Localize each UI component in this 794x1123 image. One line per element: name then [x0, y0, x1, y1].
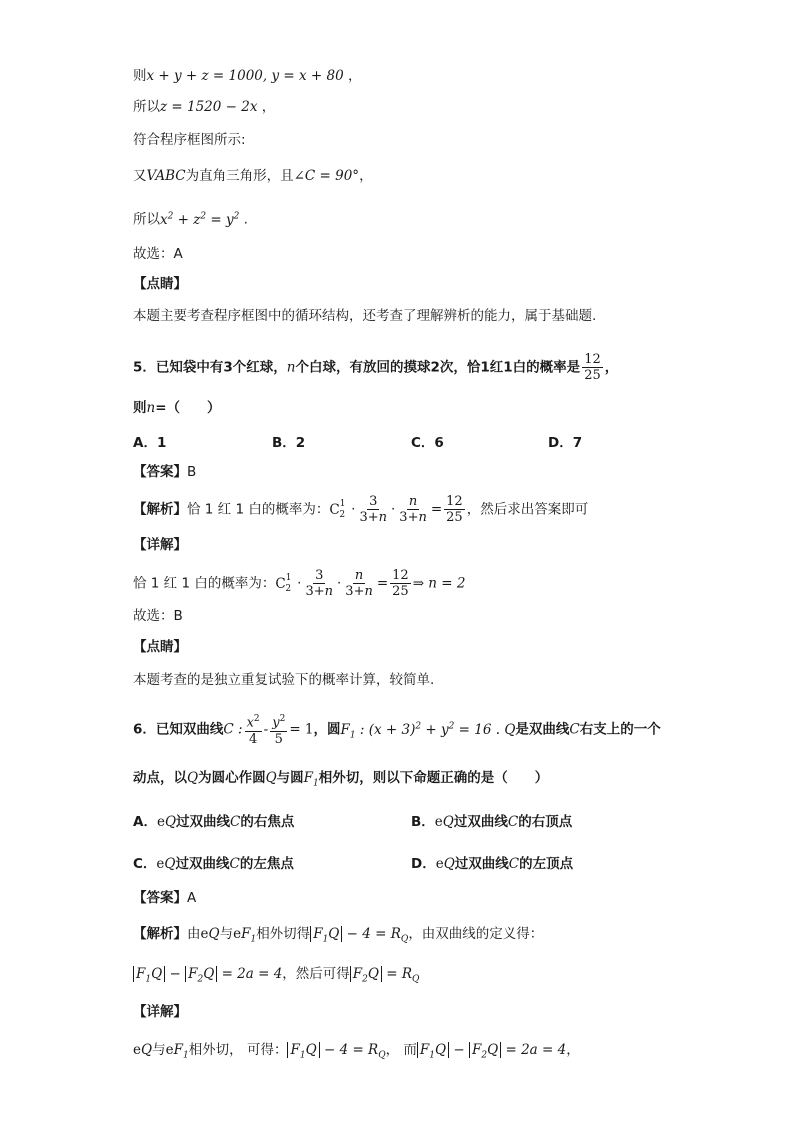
equation-line-1 — [133, 66, 361, 86]
text: 恰 1 红 1 白的概率为： — [133, 575, 276, 592]
text: 5．已知袋中有3个红球， — [133, 359, 287, 376]
q6-answer — [133, 888, 196, 908]
equation-line-2 — [133, 97, 275, 117]
answer-tag: 【答案】 — [133, 890, 187, 906]
math-expression: $F_2Q = R_Q$ — [350, 966, 420, 982]
combination-c21: $C^1_2$ — [329, 499, 346, 521]
math-expression: $F_1Q - 4 = R_Q$ — [287, 1042, 385, 1058]
text: 又 — [133, 168, 147, 184]
text: =（ ） — [155, 400, 221, 416]
q6-option-d[interactable]: D．eQ过双曲线C的左顶点 — [411, 856, 574, 872]
text: 所以 — [133, 211, 160, 228]
fraction: $\frac{12}{25}$ — [392, 568, 409, 599]
text: ，然后求出答案即可 — [466, 501, 589, 518]
q6-detail-tag: 【详解】 — [133, 1004, 187, 1020]
text-line-5 — [133, 206, 248, 230]
hyperbola-equation: C : — [223, 721, 243, 738]
text: 为圆心作圆 — [198, 770, 266, 786]
text: 6．已知双曲线 — [133, 721, 224, 738]
text: 相外切， 可得： — [188, 1042, 288, 1058]
fraction-numerator: 12 — [584, 352, 601, 367]
text: 恰 1 红 1 白的概率为： — [187, 501, 330, 518]
analysis-tag: 【解析】 — [133, 501, 187, 518]
text: ， — [343, 68, 362, 84]
q6-analysis-2 — [133, 964, 419, 990]
text: 个白球，有放回的摸球2次，恰1红1白的概率是 — [295, 359, 581, 376]
text: . — [239, 211, 248, 228]
q6-detail: eQ与$eF_1$相外切， 可得： $F_1Q - 4 = R_Q$， 而 $F_1Q - F_2Q = 2a = 4$， — [133, 1042, 580, 1061]
question-6-stem: 6．已知双曲线C : $\frac{x^2}{4}$ - $\frac{y^2}{5}$ = 1，圆$F_1$ : $(x + 3)^2 + y^2 = 16$ . Q是双曲线C右支上的一个 — [133, 714, 661, 747]
q6-analysis: 【解析】由eQ与$eF_1$相外切得 $F_1Q - 4 = R_Q$，由双曲线的定义得： — [133, 926, 544, 945]
text-line-3: 符合程序框图所示: — [133, 132, 246, 148]
fraction: $\frac{x^2}{4}$ — [246, 714, 260, 747]
text: 与 — [219, 926, 234, 942]
fraction-denominator: 25 — [584, 368, 601, 383]
tip-tag: 【点睛】 — [133, 276, 187, 292]
fraction: $\frac{12}{25}$ — [446, 494, 463, 525]
q5-detail-tag: 【详解】 — [133, 537, 187, 553]
q5-analysis: 【解析】恰 1 红 1 白的概率为：$C^1_2$ · $\frac{3}{3+n}$ · $\frac{n}{3+n}$ = $\frac{12}{25}$ ，然后求出答案即可 — [133, 494, 589, 525]
q6-option-a[interactable]: A．eQ过双曲线C的右焦点 — [133, 814, 295, 830]
text: ，圆 — [313, 721, 341, 738]
probability-fraction — [582, 352, 603, 383]
q5-choose: 故选：B — [133, 608, 183, 624]
angle-expression: ∠C = 90° — [293, 168, 360, 184]
triangle-symbol: VABC — [146, 168, 186, 184]
detail-result: ⇒ n = 2 — [412, 575, 466, 592]
text: 所以 — [133, 99, 160, 115]
text: 右支上的一个 — [579, 721, 661, 738]
tip-text: 本题主要考查程序框图中的循环结构，还考查了理解辨析的能力，属于基础题. — [133, 308, 597, 324]
q5-option-d[interactable]: D．7 — [548, 435, 583, 451]
text: 则 — [133, 68, 147, 84]
q5-tip-tag: 【点睛】 — [133, 639, 187, 655]
text: 相外切，则以下命题正确的是（ ） — [318, 770, 549, 786]
q5-answer — [133, 462, 196, 482]
text: 相外切得 — [256, 926, 311, 942]
analysis-tag: 【解析】 — [133, 926, 187, 942]
question-6-stem-2: 动点，以Q为圆心作圆Q与圆$F_1$相外切，则以下命题正确的是（ ） — [133, 770, 549, 789]
text: ， — [257, 99, 276, 115]
circle-equation: $F_1$ : $(x + 3)^2 + y^2 = 16$ . Q — [340, 721, 516, 741]
math-expression: $F_1Q - F_2Q = 2a = 4$ — [417, 1042, 566, 1058]
text: ， — [604, 359, 619, 376]
q5-option-a[interactable]: A．1 — [133, 435, 167, 451]
text: 与 — [152, 1042, 166, 1058]
text: 为直角三角形，且 — [185, 168, 294, 184]
pythagorean-expression: $x^2 + z^2 = y^2$ — [160, 211, 240, 228]
text: 动点，以 — [133, 770, 187, 786]
q6-option-c[interactable]: C．eQ过双曲线C的左焦点 — [133, 856, 294, 872]
q5-option-b[interactable]: B．2 — [272, 435, 306, 451]
math-expression: $F_1Q - F_2Q = 2a = 4$ — [133, 966, 282, 982]
fraction: $\frac{y^2}{5}$ — [272, 714, 286, 747]
math-expression: z = 1520 − 2x — [160, 99, 258, 115]
combination-c21: $C^1_2$ — [275, 573, 292, 595]
text: 则 — [133, 400, 147, 416]
variable-n: n — [286, 359, 296, 376]
q6-option-b[interactable]: B．eQ过双曲线C的右顶点 — [411, 814, 573, 830]
fraction: $\frac{3}{3+n}$ — [305, 568, 333, 599]
fraction: $\frac{n}{3+n}$ — [345, 568, 373, 599]
fraction: $\frac{n}{3+n}$ — [399, 494, 427, 525]
q5-tip-text: 本题考查的是独立重复试验下的概率计算，较简单. — [133, 672, 435, 688]
answer-value: B — [187, 464, 197, 480]
text: ，由双曲线的定义得： — [408, 926, 544, 942]
answer-tag: 【答案】 — [133, 464, 187, 480]
fraction: $\frac{3}{3+n}$ — [359, 494, 387, 525]
math-expression: $F_1Q - 4 = R_Q$ — [310, 926, 408, 942]
math-expression: x + y + z = 1000, y = x + 80 — [146, 68, 344, 84]
text: ，然后可得 — [282, 966, 350, 982]
choose-line: 故选：A — [133, 246, 183, 262]
text: ， 而 — [385, 1042, 417, 1058]
variable-n: n — [146, 400, 156, 416]
text: ， — [566, 1042, 580, 1058]
question-5-stem — [133, 352, 618, 383]
text-line-4 — [133, 166, 373, 186]
text: ， — [359, 168, 373, 184]
text: 由 — [187, 926, 201, 942]
q5-detail: 恰 1 红 1 白的概率为：$C^1_2$ · $\frac{3}{3+n}$ · $\frac{n}{3+n}$ = $\frac{12}{25}$ ⇒ n = 2 — [133, 568, 466, 599]
q5-option-c[interactable]: C．6 — [411, 435, 444, 451]
text: 是双曲线 — [515, 721, 570, 738]
answer-value: A — [187, 890, 197, 906]
question-5-stem-2 — [133, 398, 221, 418]
text: 与圆 — [276, 770, 304, 786]
